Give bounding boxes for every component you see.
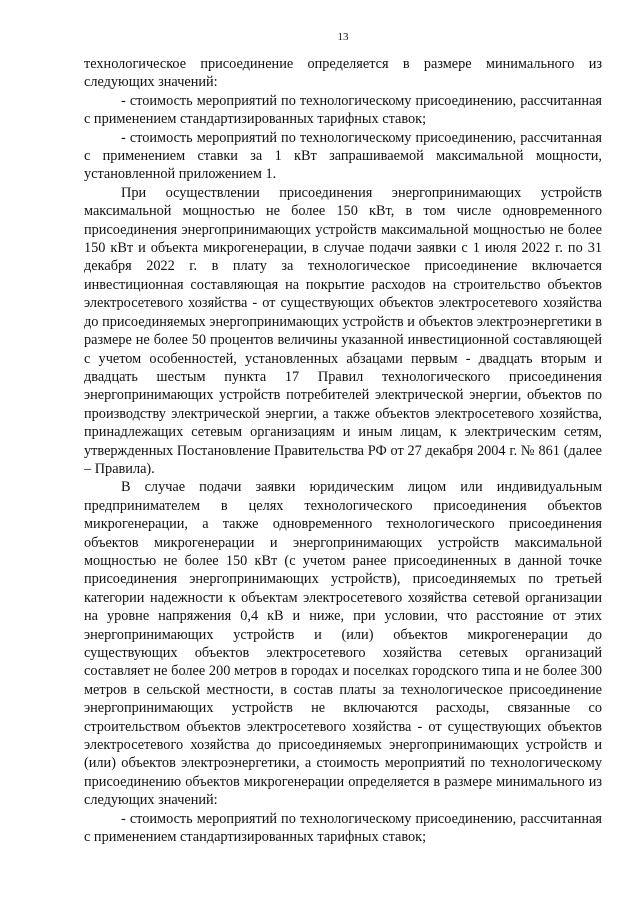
page-number: 13 [337,31,349,43]
list-item-standard-rates: - стоимость мероприятий по технологическому присоединению, рассчитанная с применением стандартизированных тарифных ставок; [84,92,602,128]
paragraph-intro: технологическое присоединение определяется в размере минимального из следующих значений: [84,56,602,91]
document-page [84,30,602,846]
paragraph-investment-component: При осуществлении присоединения энергопринимающих устройств максимальной мощностью не более 150 кВт, в том числе одновременного присоединения энергопринимающих устройств максимальной мощностью не более 150 кВт и объекта микрогенерации, в случае подачи заявки с 1 июля 2022 г. по 31 декабря 2022 г. в плату за технологическое присоединение включается инвестиционная составляющая на покрытие расходов на строительство объектов электросетевого хозяйства - от существующих объектов электросетевого хозяйства до присоединяемых энергопринимающих устройств и объектов электроэнергетики в размере не более 50 процентов величины указанной инвестиционной составляющей с учетом особенностей, установленных абзацами первым - двадцать вторым и двадцать шестым пункта 17 Правил технологического присоединения энергопринимающих устройств потребителей электрической энергии, объектов по производству электрической энергии, а также объектов электросетевого хозяйства, принадлежащих сетевым организациям и иным лицам, к электрическим сетям, утвержденных Постановление Правительства РФ от 27 декабря 2004 г. № 861 (далее – Правила). [84,184,602,477]
paragraph-microgeneration: В случае подачи заявки юридическим лицом или индивидуальным предпринимателем в целях технологического присоединения объектов микрогенерации, а также одновременного технологического присоединения объектов микрогенерации и энергопринимающих устройств максимальной мощностью не более 150 кВт (с учетом ранее присоединенных в данной точке присоединения энергопринимающих устройств), присоединяемых по третьей категории надежности к объектам электросетевого хозяйства сетевой организации на уровне напряжения 0,4 кВ и ниже, при условии, что расстояние от этих энергопринимающих устройств и (или) объектов микрогенерации до существующих объектов электросетевого хозяйства сетевых организаций составляет не более 200 метров в городах и поселках городского типа и не более 300 метров в сельской местности, в состав платы за технологическое присоединение энергопринимающих устройств не включаются расходы, связанные со строительством объектов электросетевого хозяйства - от существующих объектов электросетевого хозяйства до присоединяемых энергопринимающих устройств и (или) объектов электроэнергетики, а стоимость мероприятий по технологическому присоединению объектов микрогенерации определяется в размере минимального из следующих значений: [84,479,602,809]
list-item-standard-rates-2: - стоимость мероприятий по технологическому присоединению, рассчитанная с применением стандартизированных тарифных ставок; [84,810,602,846]
list-item-per-kw-rate: - стоимость мероприятий по технологическому присоединению, рассчитанная с применением ставки за 1 кВт запрашиваемой максимальной мощности, установленной приложением 1. [84,129,602,183]
